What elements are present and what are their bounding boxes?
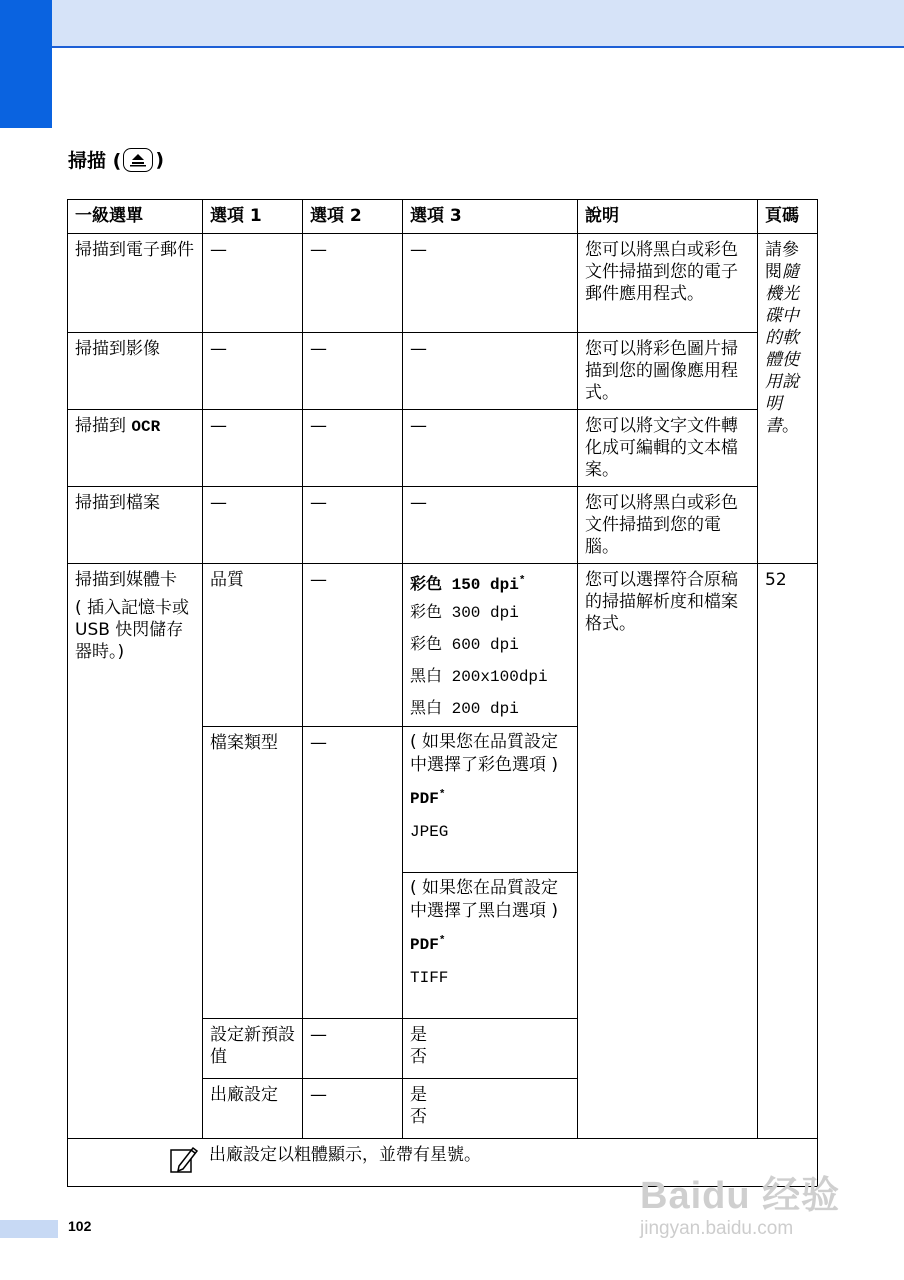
- table-row: [68, 564, 818, 727]
- watermark: [640, 1150, 860, 1250]
- col-header: 選項 3: [403, 200, 578, 234]
- value-line: 彩色 150 dpi*: [410, 575, 526, 594]
- opt1-cell: —: [203, 333, 303, 410]
- scan-settings-table: [67, 199, 818, 1187]
- table-row: [68, 234, 818, 333]
- col-header: 選項 1: [203, 200, 303, 234]
- opt1-cell: 出廠設定: [203, 1079, 303, 1139]
- value-line: 彩色 300 dpi: [410, 604, 519, 622]
- table-row: [68, 333, 818, 410]
- page-cell: 52: [758, 564, 818, 1139]
- scan-key-icon: [123, 148, 153, 172]
- opt2-cell: —: [303, 333, 403, 410]
- opt2-cell: —: [303, 1079, 403, 1139]
- value-line: 黑白 200 dpi: [410, 700, 519, 718]
- watermark-brand: Baidu 经验: [640, 1175, 841, 1217]
- opt1-cell: —: [203, 487, 303, 564]
- opt3-cell: 是 否: [403, 1019, 578, 1079]
- opt1-cell: —: [203, 410, 303, 487]
- menu-cell: 掃描到媒體卡 ( 插入記憶卡或 USB 快閃儲存器時。): [68, 564, 203, 1139]
- opt3-cell: 是 否: [403, 1079, 578, 1139]
- opt1-cell: 品質: [203, 564, 303, 727]
- opt3-cell: —: [403, 234, 578, 333]
- desc-cell: 您可以將文字文件轉化成可編輯的文本檔案。: [578, 410, 758, 487]
- table-row: [68, 487, 818, 564]
- opt1-cell: 檔案類型: [203, 727, 303, 1019]
- opt3-cell: —: [403, 410, 578, 487]
- col-header: 頁碼: [758, 200, 818, 234]
- section-title: 掃描 ( ): [68, 148, 164, 172]
- opt2-cell: —: [303, 1019, 403, 1079]
- value-line: 彩色 600 dpi: [410, 636, 519, 654]
- col-header: 說明: [578, 200, 758, 234]
- filetype-values-cell: [403, 727, 578, 1019]
- opt1-cell: 設定新預設值: [203, 1019, 303, 1079]
- desc-cell: 您可以將黑白或彩色文件掃描到您的電子郵件應用程式。: [578, 234, 758, 333]
- header-rule: [52, 46, 904, 48]
- color-filetype-block: ( 如果您在品質設定中選擇了彩色選項 ) PDF* JPEG: [403, 727, 577, 873]
- menu-cell: 掃描到 OCR: [68, 410, 203, 487]
- menu-cell: 掃描到影像: [68, 333, 203, 410]
- table-header-row: [68, 200, 818, 234]
- chapter-tab: [0, 0, 52, 128]
- header-band: [0, 0, 904, 47]
- opt2-cell: —: [303, 234, 403, 333]
- note-pencil-icon: [169, 1144, 199, 1174]
- desc-cell: 您可以選擇符合原稿的掃描解析度和檔案格式。: [578, 564, 758, 1139]
- page-ref-cell: 請參閱隨機光碟中的軟體使用說明書。: [758, 234, 818, 564]
- opt2-cell: —: [303, 487, 403, 564]
- col-header: 一級選單: [68, 200, 203, 234]
- quality-values-cell: [403, 564, 578, 727]
- opt1-cell: —: [203, 234, 303, 333]
- note-text: 出廠設定以粗體顯示，並帶有星號。: [209, 1145, 481, 1165]
- page-number-bar: [0, 1220, 58, 1238]
- desc-cell: 您可以將黑白或彩色文件掃描到您的電腦。: [578, 487, 758, 564]
- desc-cell: 您可以將彩色圖片掃描到您的圖像應用程式。: [578, 333, 758, 410]
- opt3-cell: —: [403, 333, 578, 410]
- bw-filetype-block: ( 如果您在品質設定中選擇了黑白選項 ) PDF* TIFF: [410, 878, 559, 987]
- col-header: 選項 2: [303, 200, 403, 234]
- opt2-cell: —: [303, 727, 403, 1019]
- opt2-cell: —: [303, 564, 403, 727]
- menu-cell: 掃描到檔案: [68, 487, 203, 564]
- table-row: [68, 410, 818, 487]
- value-line: 黑白 200x100dpi: [410, 668, 548, 686]
- opt2-cell: —: [303, 410, 403, 487]
- watermark-url: jingyan.baidu.com: [640, 1218, 794, 1239]
- opt3-cell: —: [403, 487, 578, 564]
- page-number: 102: [68, 1218, 92, 1234]
- menu-cell: 掃描到電子郵件: [68, 234, 203, 333]
